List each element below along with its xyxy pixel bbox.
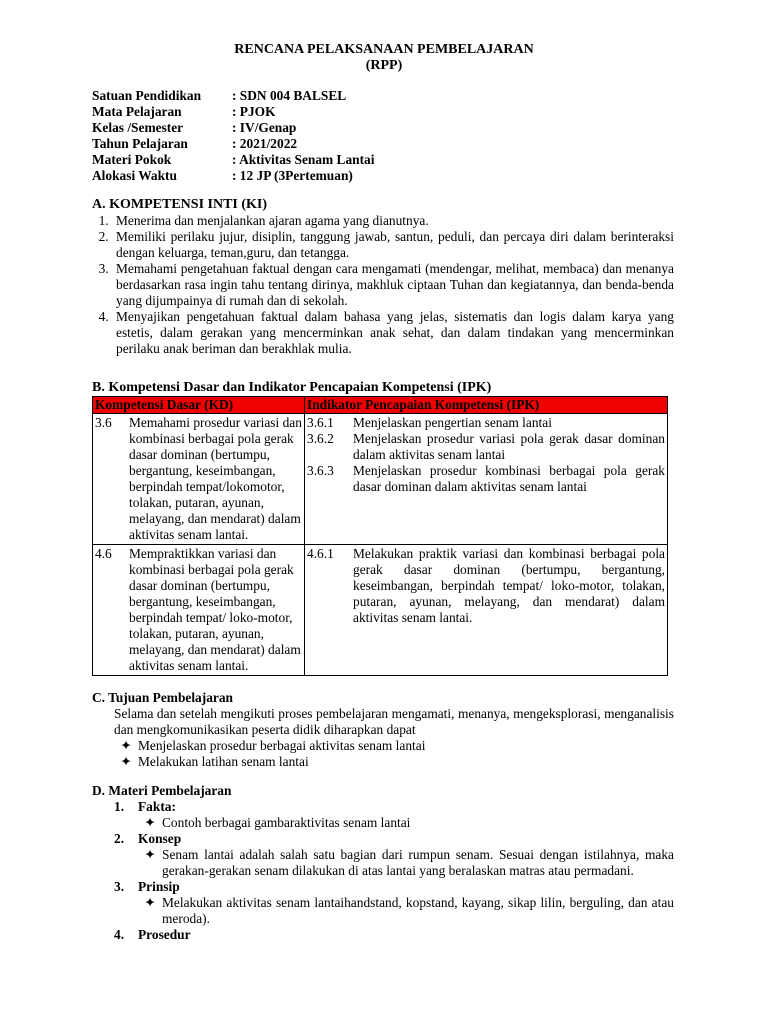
ki-item: 2. Memiliki perilaku jujur, disiplin, tanggung jawab, santun, peduli, dan percaya diri dalam berinteraksi dengan keluarga, teman,guru, dan tetangga. xyxy=(112,229,674,261)
kd-number: 3.6 xyxy=(95,415,112,430)
section-heading: D. Materi Pembelajaran xyxy=(92,783,232,798)
section-heading: B. Kompetensi Dasar dan Indikator Pencapaian Kompetensi (IPK) xyxy=(92,380,492,395)
materi-sub-heading xyxy=(92,799,674,815)
table-header-kd: Kompetensi Dasar (KD) xyxy=(93,397,305,414)
table-header-row xyxy=(93,397,668,414)
sub-number: 1. xyxy=(114,799,125,814)
list-item xyxy=(92,754,674,770)
ipk-number: 3.6.2 xyxy=(307,431,334,446)
identity-value: : Aktivitas Senam Lantai xyxy=(232,152,375,167)
section-materi xyxy=(92,783,674,943)
ipk-number: 3.6.3 xyxy=(307,463,334,478)
identity-key: Satuan Pendidikan xyxy=(92,88,202,103)
ki-item: 3. Memahami pengetahuan faktual dengan cara mengamati (mendengar, melihat, membaca) dan menanya berdasarkan rasa ingin tahu tentang dirinya, makhluk ciptaan Tuhan dan kegiatannya, dan benda-benda yang dijumpainya di rumah dan di sekolah. xyxy=(112,261,674,309)
ipk-number: 3.6.1 xyxy=(307,415,334,430)
sub-title: Prinsip xyxy=(138,879,180,894)
kd-number: 4.6 xyxy=(95,546,112,561)
materi-sub-heading xyxy=(92,879,674,895)
sub-number: 2. xyxy=(114,831,125,846)
bullet-star-icon: ✦ xyxy=(144,895,156,910)
document-title xyxy=(0,42,768,74)
bullet-text: Melakukan latihan senam lantai xyxy=(138,754,309,769)
section-kompetensi-inti xyxy=(92,197,674,357)
sub-title: Konsep xyxy=(138,831,182,846)
list-item xyxy=(92,847,674,879)
identity-row xyxy=(92,104,374,120)
table-header-ipk: Indikator Pencapaian Kompetensi (IPK) xyxy=(305,397,668,414)
ki-item: 1. Menerima dan menjalankan ajaran agama yang dianutnya. xyxy=(112,213,674,229)
identity-value: : SDN 004 BALSEL xyxy=(232,88,347,103)
bullet-text: Senam lantai adalah salah satu bagian dari rumpun senam. Sesuai dengan istilahnya, maka gerakan-gerakan senam dilakukan di atas lantai yang beralaskan matras atau permadani. xyxy=(162,847,674,878)
ipk-cell xyxy=(305,414,668,545)
ipk-text: Menjelaskan prosedur variasi pola gerak dasar dominan dalam aktivitas senam lantai xyxy=(353,431,665,462)
ki-item: 4. Menyajikan pengetahuan faktual dalam bahasa yang jelas, sistematis dan logis dalam karya yang estetis, dalam gerakan yang mencerminkan anak sehat, dan dalam tindakan yang mencerminkan perilaku anak beriman dan berakhlak mulia. xyxy=(112,309,674,357)
identity-row xyxy=(92,168,374,184)
sub-title: Prosedur xyxy=(138,927,191,942)
list-item xyxy=(92,895,674,927)
kd-text: Mempraktikkan variasi dan kombinasi berbagai pola gerak dasar dominan (bertumpu, bergantung, keseimbangan, berpindah tempat/ loko-motor, tolakan, putaran, ayunan, melayang, dan mendarat) dalam aktivitas senam lantai. xyxy=(129,546,301,673)
identity-key: Mata Pelajaran xyxy=(92,104,182,119)
identity-row xyxy=(92,120,374,136)
table-row xyxy=(93,414,668,545)
identity-value: : 2021/2022 xyxy=(232,136,298,151)
title-line-1: RENCANA PELAKSANAAN PEMBELAJARAN xyxy=(234,42,534,57)
title-line-2: (RPP) xyxy=(365,58,403,73)
bullet-text: Melakukan aktivitas senam lantaihandstand, kopstand, kayang, sikap lilin, berguling, dan atau meroda). xyxy=(162,895,674,926)
identity-value: : PJOK xyxy=(232,104,276,119)
bullet-star-icon: ✦ xyxy=(120,738,132,753)
list-item xyxy=(92,738,674,754)
section-heading: C. Tujuan Pembelajaran xyxy=(92,690,233,705)
identity-key: Materi Pokok xyxy=(92,152,172,167)
list-item xyxy=(92,815,674,831)
identity-row xyxy=(92,88,374,104)
ipk-number: 4.6.1 xyxy=(307,546,334,561)
bullet-text: Contoh berbagai gambaraktivitas senam lantai xyxy=(162,815,411,830)
ipk-cell xyxy=(305,545,668,676)
table-row xyxy=(93,545,668,676)
identity-block xyxy=(92,88,374,184)
bullet-star-icon: ✦ xyxy=(144,847,156,862)
kd-cell xyxy=(93,414,305,545)
kd-text: Memahami prosedur variasi dan kombinasi berbagai pola gerak dasar dominan (bertumpu, bergantung, keseimbangan, berpindah tempat/lokomotor, tolakan, putaran, ayunan, melayang, dan mendarat) dalam aktivitas senam lantai. xyxy=(129,415,302,542)
sub-number: 3. xyxy=(114,879,125,894)
kd-ipk-table xyxy=(92,396,668,676)
sub-title: Fakta: xyxy=(138,799,176,814)
ipk-text: Melakukan praktik variasi dan kombinasi berbagai pola gerak dasar dominan (bertumpu, bergantung, keseimbangan, berpindah tempat/ loko-motor, tolakan, putaran, ayunan, melayang, dan mendarat) dalam aktivitas senam lantai. xyxy=(353,546,665,625)
sub-number: 4. xyxy=(114,927,125,942)
ipk-text: Menjelaskan pengertian senam lantai xyxy=(353,415,552,430)
bullet-star-icon: ✦ xyxy=(120,754,132,769)
kd-cell xyxy=(93,545,305,676)
section-kompetensi-dasar xyxy=(92,380,672,676)
identity-key: Alokasi Waktu xyxy=(92,168,177,183)
identity-value: : 12 JP (3Pertemuan) xyxy=(232,168,353,183)
ipk-text: Menjelaskan prosedur kombinasi berbagai pola gerak dasar dominan dalam aktivitas senam lantai xyxy=(353,463,665,494)
ki-list xyxy=(92,213,674,357)
identity-value: : IV/Genap xyxy=(232,120,297,135)
identity-key: Kelas /Semester xyxy=(92,120,184,135)
section-heading: A. KOMPETENSI INTI (KI) xyxy=(92,197,268,212)
identity-row xyxy=(92,152,374,168)
bullet-star-icon: ✦ xyxy=(144,815,156,830)
identity-row xyxy=(92,136,374,152)
bullet-text: Menjelaskan prosedur berbagai aktivitas senam lantai xyxy=(138,738,426,753)
section-tujuan xyxy=(92,690,674,770)
identity-key: Tahun Pelajaran xyxy=(92,136,188,151)
materi-sub-heading xyxy=(92,831,674,847)
tujuan-intro: Selama dan setelah mengikuti proses pembelajaran mengamati, menanya, mengeksplorasi, menganalisis dan mengkomunikasikan peserta didik diharapkan dapat xyxy=(114,706,674,737)
materi-sub-heading xyxy=(92,927,674,943)
